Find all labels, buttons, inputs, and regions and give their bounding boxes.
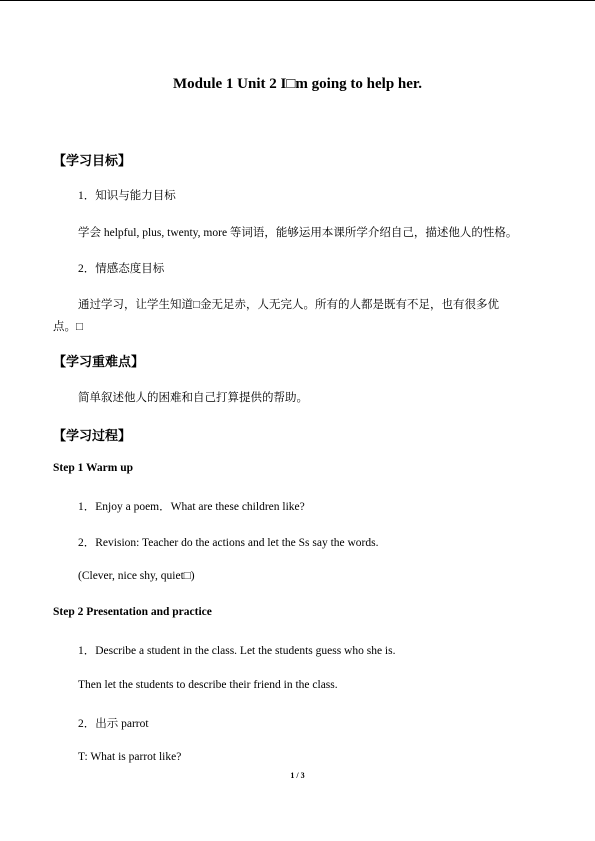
step-item: Then let the students to describe their friend in the class. bbox=[78, 679, 338, 691]
objective-item: 2．情感态度目标 bbox=[78, 263, 165, 275]
header-rule bbox=[0, 0, 595, 1]
section-heading-objectives: 【学习目标】 bbox=[53, 154, 132, 169]
objective-item: 点。□ bbox=[53, 321, 83, 333]
section-heading-process: 【学习过程】 bbox=[53, 429, 132, 444]
step-item: T: What is parrot like? bbox=[78, 751, 182, 763]
step-item: 1．Enjoy a poem．What are these children like? bbox=[78, 501, 305, 513]
page-number: 1 / 3 bbox=[290, 771, 305, 780]
step-title: Step 2 Presentation and practice bbox=[53, 606, 212, 618]
step-item: 1．Describe a student in the class. Let the students guess who she is. bbox=[78, 645, 396, 657]
section-heading-key-points: 【学习重难点】 bbox=[53, 355, 145, 370]
objective-item: 1．知识与能力目标 bbox=[78, 190, 176, 202]
key-point-item: 简单叙述他人的困难和自己打算提供的帮助。 bbox=[78, 392, 308, 404]
step-item: 2．出示 parrot bbox=[78, 718, 149, 730]
objective-item: 通过学习，让学生知道□金无足赤，人无完人。所有的人都是既有不足，也有很多优 bbox=[78, 299, 499, 311]
objective-item: 学会 helpful, plus, twenty, more 等词语，能够运用本课所学介绍自己，描述他人的性格。 bbox=[78, 227, 518, 239]
step-title: Step 1 Warm up bbox=[53, 462, 133, 474]
step-item: 2．Revision: Teacher do the actions and let the Ss say the words. bbox=[78, 537, 379, 549]
document-title: Module 1 Unit 2 I□m going to help her. bbox=[173, 76, 422, 92]
step-item: (Clever, nice shy, quiet□) bbox=[78, 570, 195, 582]
